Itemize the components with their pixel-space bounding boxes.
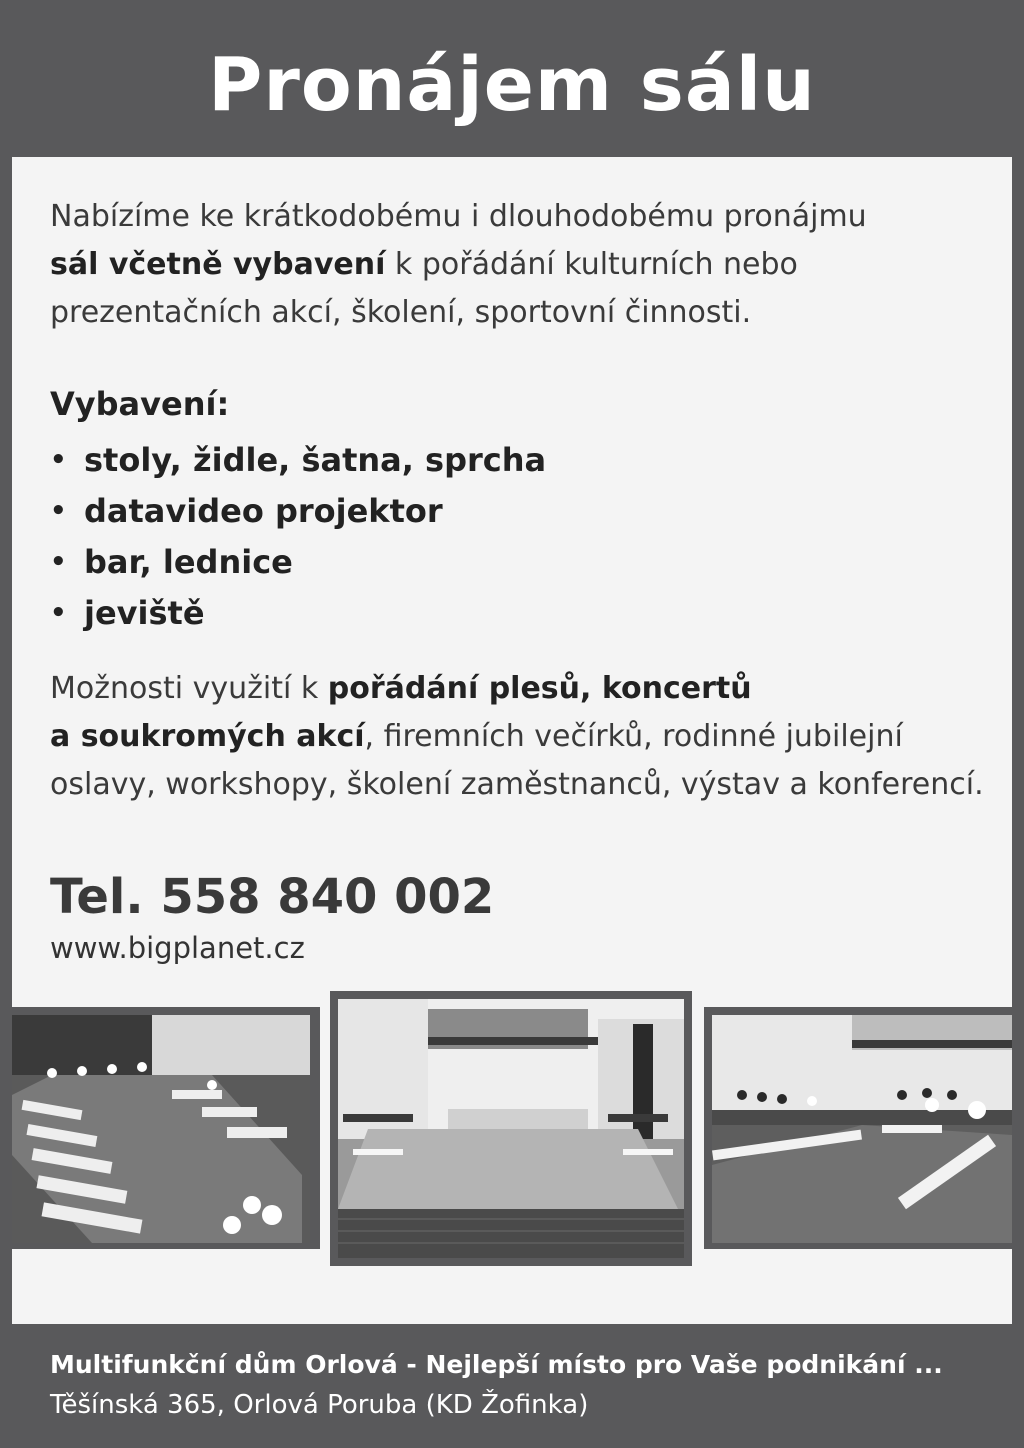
photo-frame-right: [704, 1007, 1012, 1249]
intro-text-2: k pořádání kulturních nebo prezentačních akcí, školení, sportovní činnosti.: [50, 247, 798, 330]
equipment-item: • jeviště: [50, 588, 546, 639]
hall-photo-tables-right: [712, 1015, 1012, 1243]
equipment-item: • bar, lednice: [50, 537, 546, 588]
content-panel: [12, 157, 1012, 1324]
photo-frame-left: [12, 1007, 320, 1249]
footer-tagline: Multifunkční dům Orlová - Nejlepší místo pro Vaše podnikání ...: [50, 1350, 943, 1379]
usage-paragraph: [50, 665, 990, 809]
footer-address: Těšínská 365, Orlová Poruba (KD Žofinka): [50, 1390, 589, 1420]
equipment-item: • stoly, židle, šatna, sprcha: [50, 435, 546, 486]
phone-number[interactable]: Tel. 558 840 002: [50, 869, 495, 925]
usage-bold-2: a soukromých akcí: [50, 719, 365, 754]
bullet-icon: •: [50, 445, 67, 475]
usage-text-1: Možnosti využití k: [50, 671, 328, 706]
bullet-icon: •: [50, 547, 67, 577]
intro-paragraph: [50, 193, 990, 337]
equipment-item: • datavideo projektor: [50, 486, 546, 537]
bullet-icon: •: [50, 598, 67, 628]
equipment-list: [50, 435, 546, 639]
intro-bold: sál včetně vybavení: [50, 247, 386, 282]
usage-text-2: , firemních večírků, rodinné jubilejní oslavy, workshopy, školení zaměstnanců, výstav a konferencí.: [50, 719, 984, 802]
equipment-heading: Vybavení:: [50, 385, 230, 423]
usage-bold-1: pořádání plesů, koncertů: [327, 671, 752, 706]
hall-photo-stage: [338, 999, 684, 1258]
hall-photo-tables-left: [12, 1015, 310, 1243]
website-link[interactable]: www.bigplanet.cz: [50, 931, 305, 965]
bullet-icon: •: [50, 496, 67, 526]
page-title: Pronájem sálu: [208, 42, 816, 128]
intro-text-1: Nabízíme ke krátkodobému i dlouhodobému pronájmu: [50, 199, 867, 234]
photo-frame-center: [330, 991, 692, 1266]
